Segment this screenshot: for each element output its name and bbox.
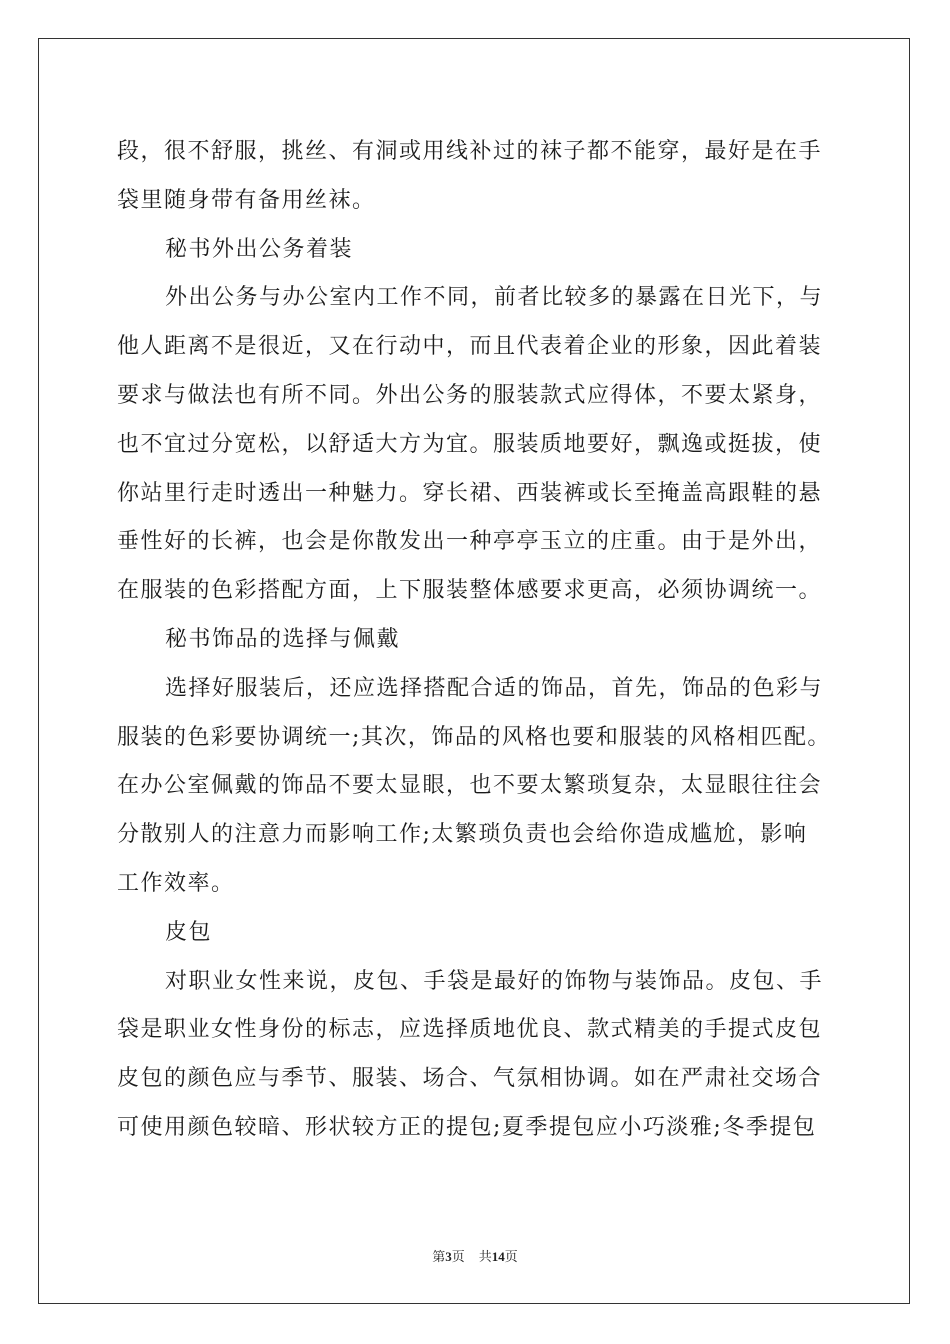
section-heading: 皮包: [165, 919, 213, 945]
body-line: 袋是职业女性身份的标志，应选择质地优良、款式精美的手提式皮包: [117, 1017, 823, 1043]
body-line: 在办公室佩戴的饰品不要太显眼，也不要太繁琐复杂，太显眼往往会: [117, 773, 823, 799]
section-heading: 秘书饰品的选择与佩戴: [165, 626, 401, 652]
body-line: 在服装的色彩搭配方面，上下服装整体感要求更高，必须协调统一。: [117, 578, 823, 604]
page-prefix: 第: [432, 1249, 446, 1264]
body-line: 要求与做法也有所不同。外出公务的服装款式应得体，不要太紧身，: [117, 382, 823, 408]
body-line: 皮包的颜色应与季节、服装、场合、气氛相协调。如在严肃社交场合: [117, 1066, 823, 1092]
body-line: 垂性好的长裤，也会是你散发出一种亭亭玉立的庄重。由于是外出，: [117, 529, 823, 555]
body-line: 你站里行走时透出一种魅力。穿长裙、西装裤或长至掩盖高跟鞋的悬: [117, 480, 823, 506]
body-line: 段，很不舒服，挑丝、有洞或用线补过的袜子都不能穿，最好是在手: [117, 139, 823, 164]
body-line: 服装的色彩要协调统一;其次，饰品的风格也要和服装的风格相匹配。: [117, 724, 831, 750]
paragraph-first-line: 选择好服装后，还应选择搭配合适的饰品，首先，饰品的色彩与: [165, 675, 824, 701]
page-suffix: 页: [451, 1249, 465, 1264]
page-footer: [0, 1246, 950, 1265]
paragraph-first-line: 对职业女性来说，皮包、手袋是最好的饰物与装饰品。皮包、手: [165, 968, 824, 994]
section-heading: 秘书外出公务着装: [165, 236, 354, 262]
total-pages: 14: [491, 1249, 505, 1264]
total-prefix: 共: [478, 1249, 492, 1264]
paragraph-first-line: 外出公务与办公室内工作不同，前者比较多的暴露在日光下，与: [165, 285, 824, 311]
body-line: 工作效率。: [117, 870, 235, 896]
body-line: 他人距离不是很近，又在行动中，而且代表着企业的形象，因此着装: [117, 334, 823, 360]
body-line: 袋里随身带有备用丝袜。: [117, 187, 376, 213]
body-line: 分散别人的注意力而影响工作;太繁琐负责也会给你造成尴尬，影响: [117, 822, 808, 848]
document-body: [117, 128, 837, 1153]
body-line: 也不宜过分宽松，以舒适大方为宜。服装质地要好，飘逸或挺拔，使: [117, 431, 823, 457]
body-line: 可使用颜色较暗、形状较方正的提包;夏季提包应小巧淡雅;冬季提包: [117, 1114, 817, 1140]
total-suffix: 页: [504, 1249, 518, 1264]
page-number: 3: [445, 1249, 452, 1264]
